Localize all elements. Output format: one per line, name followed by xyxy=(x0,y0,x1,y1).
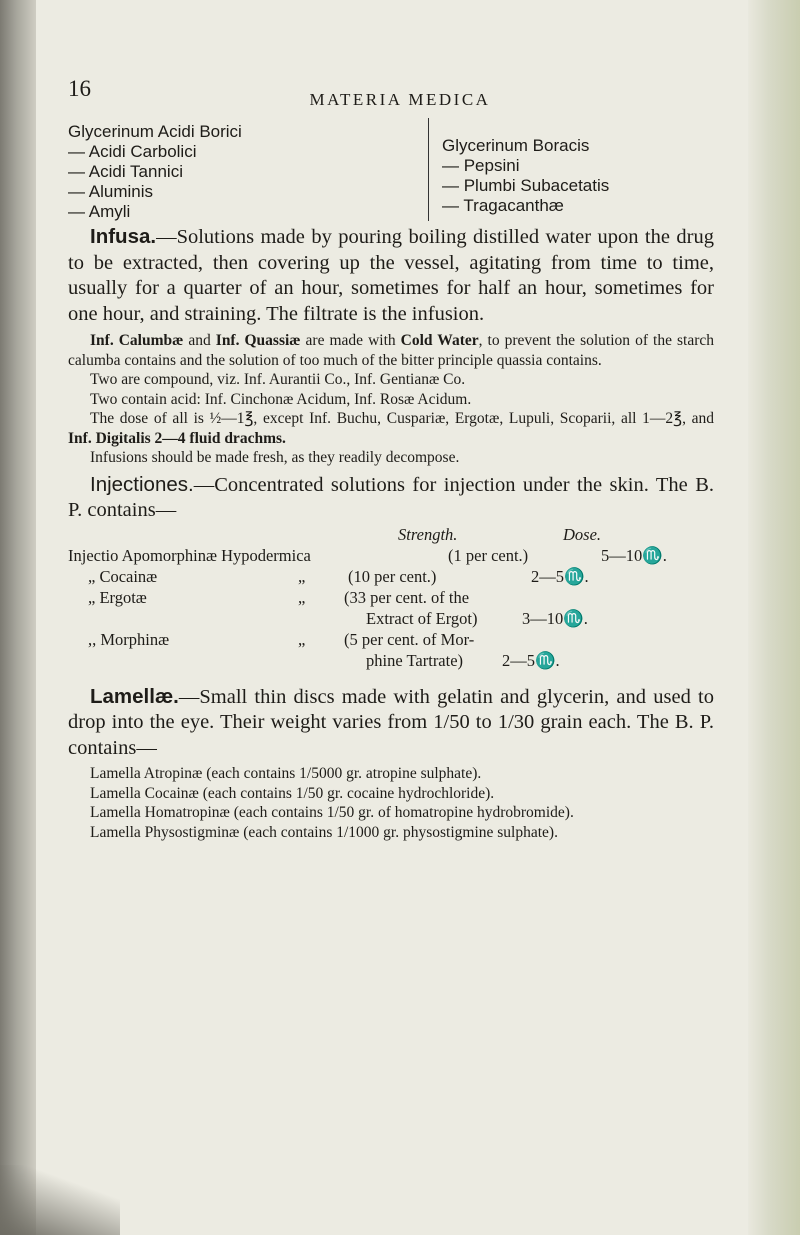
lamellae-heading: Lamellæ. xyxy=(90,684,179,708)
table-row-name: „ Cocainæ xyxy=(88,566,158,586)
list-item: — Tragacanthæ xyxy=(442,196,564,215)
list-item: Glycerinum Boracis xyxy=(442,136,590,155)
table-row-dose: 5—10♏. xyxy=(601,545,667,565)
table-row-strength: (1 per cent.) xyxy=(448,545,529,565)
lamella-item: Lamella Cocainæ (each contains 1/50 gr. cocaine hydrochloride). xyxy=(90,784,495,802)
infusa-paragraph: Infusa.—Solutions made by pouring boiling distilled water upon the drug to be extracted, then covering up the vessel, agitating from time to time, usually for a quarter of an hour, sometimes for half an hour, sometimes for one hour, and straining. The filtrate is the infusion. xyxy=(68,225,714,325)
glycerin-list-right xyxy=(442,136,609,216)
column-divider xyxy=(428,118,429,221)
table-row-dose: 2—5♏. xyxy=(502,650,560,670)
injectiones-heading: Injectiones. xyxy=(90,472,194,496)
infusa-note-fresh: Infusions should be made fresh, as they readily decompose. xyxy=(90,449,460,466)
corner-shadow xyxy=(0,1165,120,1235)
list-item: — Acidi Tannici xyxy=(68,162,183,181)
list-item: — Acidi Carbolici xyxy=(68,142,197,161)
infusa-note-acid: Two contain acid: Inf. Cinchonæ Acidum, Inf. Rosæ Acidum. xyxy=(90,390,472,408)
lamellae-paragraph: Lamellæ.—Small thin discs made with gelatin and glycerin, and used to drop into the eye. Their weight varies from 1/50 to 1/30 grain each. The B. P. contains— xyxy=(68,684,714,759)
page-gutter xyxy=(0,0,36,1235)
list-item: — Amyli xyxy=(68,202,131,221)
lamella-item: Lamella Physostigminæ (each contains 1/1000 gr. physostigmine sulphate). xyxy=(90,823,558,841)
table-row-dose: 2—5♏. xyxy=(531,566,589,586)
running-title: MATERIA MEDICA xyxy=(309,90,491,109)
table-row-strength: (33 per cent. of the xyxy=(344,587,470,607)
table-row-strength: (5 per cent. of Mor- xyxy=(344,629,475,649)
table-row-strength-cont: phine Tartrate) xyxy=(366,650,464,670)
column-header-dose: Dose. xyxy=(563,524,602,544)
injection-table xyxy=(68,524,714,670)
infusa-note-compound: Two are compound, viz. Inf. Aurantii Co., Inf. Gentianæ Co. xyxy=(90,371,466,388)
table-row-name: „ Ergotæ xyxy=(88,587,147,607)
page-number: 16 xyxy=(68,76,91,101)
list-item: Glycerinum Acidi Borici xyxy=(68,122,242,141)
table-row-dose: 3—10♏. xyxy=(522,608,588,628)
infusa-note-cold-water: Inf. Calumbæ and Inf. Quassiæ are made with Cold Water, to prevent the solution of the starch calumba contains and the solution of too much of the bitter principle quassia contains. xyxy=(68,332,715,369)
table-row-name: ,, Morphinæ xyxy=(88,629,170,649)
lamella-item: Lamella Atropinæ (each contains 1/5000 gr. atropine sulphate). xyxy=(90,765,482,782)
lamella-item: Lamella Homatropinæ (each contains 1/50 gr. of homatropine hydrobromide). xyxy=(90,804,574,821)
list-item: — Pepsini xyxy=(442,156,520,175)
infusa-note-dose: The dose of all is ½—1℥, except Inf. Buchu, Cuspariæ, Ergotæ, Lupuli, Scoparii, all 1—2℥, and Inf. Digitalis 2—4 fluid drachms. xyxy=(68,410,714,447)
table-row-ditto: „ xyxy=(298,566,306,586)
infusa-heading: Infusa. xyxy=(90,225,157,248)
table-row-strength-cont: Extract of Ergot) xyxy=(366,608,478,628)
table-row-ditto: „ xyxy=(298,587,306,607)
table-row-name: Injectio Apomorphinæ Hypodermica xyxy=(68,545,311,565)
table-row-ditto: „ xyxy=(298,629,306,649)
column-header-strength: Strength. xyxy=(398,524,458,544)
list-item: — Plumbi Subacetatis xyxy=(442,176,610,195)
table-row-strength: (10 per cent.) xyxy=(348,566,437,586)
list-item: — Aluminis xyxy=(68,182,154,201)
page-edge xyxy=(748,0,800,1235)
main-text xyxy=(68,224,714,842)
glycerin-list-left xyxy=(68,122,242,222)
injectiones-paragraph: Injectiones.—Concentrated solutions for injection under the skin. The B. P. contains— xyxy=(68,472,714,521)
